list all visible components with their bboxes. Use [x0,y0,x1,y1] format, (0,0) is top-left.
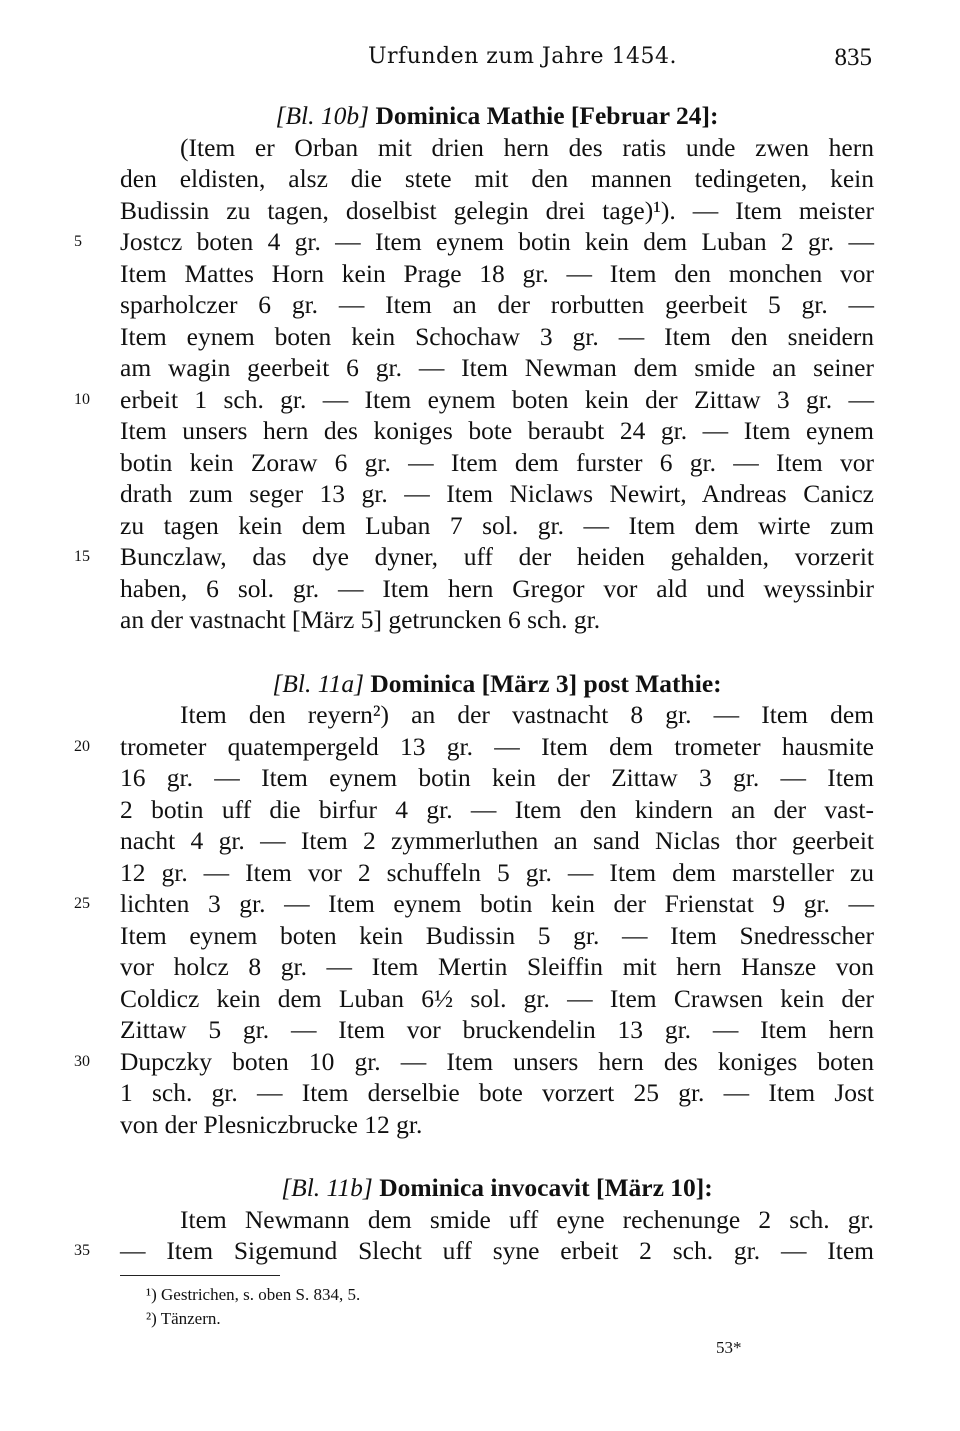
section-heading [120,100,874,132]
line-text: 2 botin uff die birfur 4 gr. — Item den kindern an der vast- [120,794,874,824]
section-title: Dominica invocavit [März 10]: [379,1173,713,1202]
line-text: Dupczky boten 10 gr. — Item unsers hern des koniges boten [120,1046,874,1076]
text-line [120,699,874,731]
line-text: — Item Sigemund Slecht uff syne erbeit 2 sch. gr. — Item [120,1236,874,1265]
line-text: von der Plesniczbrucke 12 gr. [120,1109,423,1139]
line-number: 35 [74,1242,90,1259]
text-line [120,1014,874,1046]
text-line [120,258,874,290]
text-line [120,857,874,889]
section-title: Dominica [März 3] post Mathie: [370,668,722,698]
text-line [120,195,874,227]
section-gap [120,1140,874,1172]
text-line [120,163,874,195]
folio-reference: [Bl. 11b] [281,1173,373,1202]
line-text: Item eynem boten kein Schochaw 3 gr. — Item den sneidern [120,321,874,351]
text-line [120,447,874,479]
text-line [120,478,874,510]
text-line [120,604,874,636]
text-line [74,384,874,416]
line-text: 1 sch. gr. — Item derselbie bote vorzert 25 gr. — Item Jost [120,1078,874,1107]
running-head [0,44,960,84]
text-line [74,1046,874,1078]
line-number: 20 [74,737,90,755]
line-text: vor holcz 8 gr. — Item Mertin Sleiffin mit hern Hansze von [120,952,874,981]
text-line [74,541,874,573]
line-text: zu tagen kein dem Luban 7 sol. gr. — Item dem wirte zum [120,510,874,540]
line-text: den eldisten, alsz die stete mit den mannen tedingeten, kein [120,164,874,193]
line-text: Item eynem boten kein Budissin 5 gr. — Item Snedresscher [120,920,874,950]
text-line [120,289,874,321]
line-text: 16 gr. — Item eynem botin kein der Zittaw 3 gr. — Item [120,763,874,792]
text-line [120,415,874,447]
line-text: an der vastnacht [März 5] getruncken 6 sch. gr. [120,605,601,634]
folio-reference: [Bl. 10b] [275,101,370,130]
text-line [74,226,874,258]
text-line [120,1204,874,1236]
text-line [120,510,874,542]
line-text: nacht 4 gr. — Item 2 zymmerluthen an sand Niclas thor geerbeit [120,826,874,855]
text-line [120,573,874,605]
line-text: Item Newmann dem smide uff eyne rechenunge 2 sch. gr. [180,1204,874,1234]
line-number: 5 [74,233,82,250]
text-line [120,920,874,952]
text-line [74,731,874,763]
line-number: 30 [74,1052,90,1070]
footnotes [146,1283,546,1331]
line-text: Budissin zu tagen, doselbist gelegin drei tage)¹). — Item meister [120,195,874,225]
line-text: drath zum seger 13 gr. — Item Niclaws Newirt, Andreas Canicz [120,479,874,508]
footnote-2: ²) Tänzern. [146,1309,221,1328]
line-number: 25 [74,895,90,912]
line-text: Item unsers hern des koniges bote beraubt 24 gr. — Item eynem [120,416,874,445]
line-text: lichten 3 gr. — Item eynem botin kein der Frienstat 9 gr. — [120,889,874,918]
line-text: (Item er Orban mit drien hern des ratis unde zwen hern [180,132,874,162]
line-text: haben, 6 sol. gr. — Item hern Gregor vor ald und weyssinbir [120,573,874,603]
line-text: botin kein Zoraw 6 gr. — Item dem furster 6 gr. — Item vor [120,447,874,477]
text-line [120,1077,874,1109]
line-text: Item den reyern²) an der vastnacht 8 gr. — Item dem [180,700,874,729]
text-line [120,794,874,826]
line-text: erbeit 1 sch. gr. — Item eynem boten kein der Zittaw 3 gr. — [120,384,874,414]
line-number: 15 [74,548,90,565]
line-text: Bunczlaw, das dye dyner, uff der heiden gehalden, vorzerit [120,542,874,571]
running-title: Urfunden zum Jahre 1454. [368,44,678,69]
text-line [120,1109,874,1141]
main-text [74,100,874,1267]
text-line [120,983,874,1015]
sheet-signature: 53* [716,1338,742,1357]
text-line [120,951,874,983]
text-line [120,352,874,384]
folio-reference: [Bl. 11a] [272,668,364,698]
line-text: Coldicz kein dem Luban 6½ sol. gr. — Item Crawsen kein der [120,983,874,1013]
line-text: Zittaw 5 gr. — Item vor bruckendelin 13 gr. — Item hern [120,1015,874,1044]
page-number: 835 [834,44,872,71]
text-line [120,132,874,164]
section-gap [120,636,874,668]
footnote-1: ¹) Gestrichen, s. oben S. 834, 5. [146,1285,361,1304]
line-text: Jostcz boten 4 gr. — Item eynem botin kein dem Luban 2 gr. — [120,227,874,256]
text-line [74,1235,874,1267]
line-number: 10 [74,390,90,408]
text-line [120,762,874,794]
section-title: Dominica Mathie [Februar 24]: [375,101,719,130]
line-text: am wagin geerbeit 6 gr. — Item Newman dem smide an seiner [120,353,874,382]
text-line [120,825,874,857]
text-line [120,321,874,353]
line-text: 12 gr. — Item vor 2 schuffeln 5 gr. — Item dem marsteller zu [120,857,874,887]
line-text: sparholczer 6 gr. — Item an der rorbutten geerbeit 5 gr. — [120,290,874,319]
line-text: Item Mattes Horn kein Prage 18 gr. — Item den monchen vor [120,258,874,288]
text-line [74,888,874,920]
section-heading [120,1172,874,1204]
line-text: trometer quatempergeld 13 gr. — Item dem trometer hausmite [120,731,874,761]
footnote-rule [120,1275,280,1276]
section-heading [120,668,874,700]
